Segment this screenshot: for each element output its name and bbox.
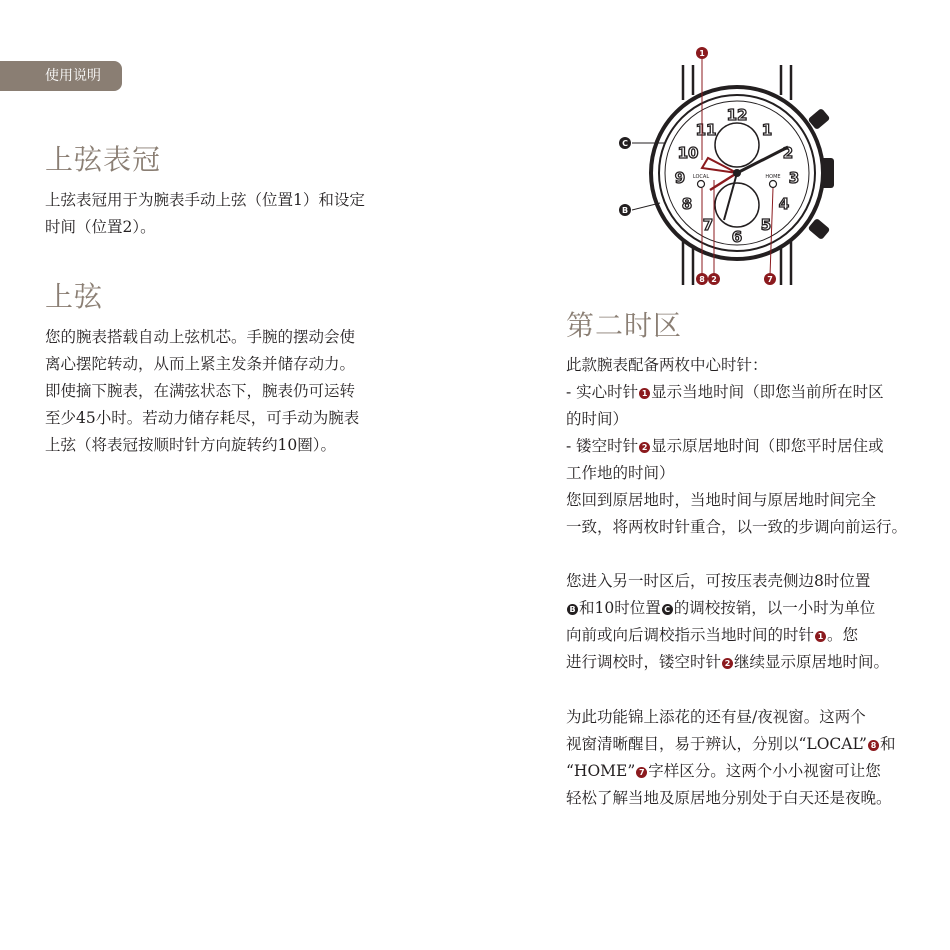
numeral-5: 5 [760,216,772,234]
callout-b: B [621,206,629,215]
heading-second-timezone: 第二时区 [566,309,683,342]
numeral-11: 11 [695,121,717,139]
numeral-10: 10 [677,144,699,162]
badge-1: 1 [639,388,650,399]
paragraph-adjust: 您进入另一时区后，可按压表壳侧边8时位置 B 和10时位置 C 的调校按销，以一小时为单位 向前或向后调校指示当地时间的时针 1 。您 进行调校时，镂空时针 2 继续显示原居地时间。 [566,572,890,671]
paragraph-crown: 上弦表冠用于为腕表手动上弦（位置1）和设定 时间（位置2）。 [45,191,365,236]
paragraph-winding: 您的腕表搭载自动上弦机芯。手腕的摆动会使 离心摆陀转动，从而上紧主发条并储存动力。 即使摘下腕表，在满弦状态下，腕表仍可运转 至少45小时。若动力储存耗尽，可手动为腕表 上弦（将表冠按顺时针方向旋转约10圈）。 [45,328,360,454]
badge-2: 2 [639,442,650,453]
callout-c: C [622,139,628,148]
badge-1b: 1 [815,631,826,642]
numeral-9: 9 [674,169,686,187]
numeral-12: 12 [726,106,748,124]
badge-c: C [662,604,673,615]
numeral-1: 1 [761,121,773,139]
numeral-4: 4 [778,195,790,213]
paragraph-daynight: 为此功能锦上添花的还有昼/夜视窗。这两个 视窗清晰醒目，易于辨认，分别以“LOCAL” 8 和 “HOME” 7 字样区分。这两个小小视窗可让您 轻松了解当地及原居地分别处于白天还是夜晚。 [566,708,896,807]
badge-2b: 2 [722,658,733,669]
callout-1: 1 [699,49,705,58]
numeral-6: 6 [731,228,743,246]
callout-7: 7 [767,275,773,284]
section-tab: 使用说明 [0,61,122,91]
paragraph-hands: 此款腕表配备两枚中心时针： - 实心时针 1 显示当地时间（即您当前所在时区 的时间） - 镂空时针 2 显示原居地时间（即您平时居住或 工作地的时间） 您回到原居地时，当地时间与原居地时间完全 一致，将两枚时针重合，以一致的步调向前运行。 [566,356,908,536]
badge-b: B [567,604,578,615]
heading-crown: 上弦表冠 [45,143,162,176]
callout-2: 2 [711,275,717,284]
badge-8: 8 [868,740,879,751]
local-label: LOCAL [692,174,710,180]
numeral-3: 3 [788,169,800,187]
watch-diagram [610,40,850,290]
badge-7: 7 [636,767,647,778]
home-label: HOME [765,174,781,180]
callout-8: 8 [699,275,705,284]
numeral-7: 7 [702,216,714,234]
numeral-2: 2 [782,144,794,162]
heading-winding: 上弦 [45,280,104,313]
numeral-8: 8 [681,195,693,213]
